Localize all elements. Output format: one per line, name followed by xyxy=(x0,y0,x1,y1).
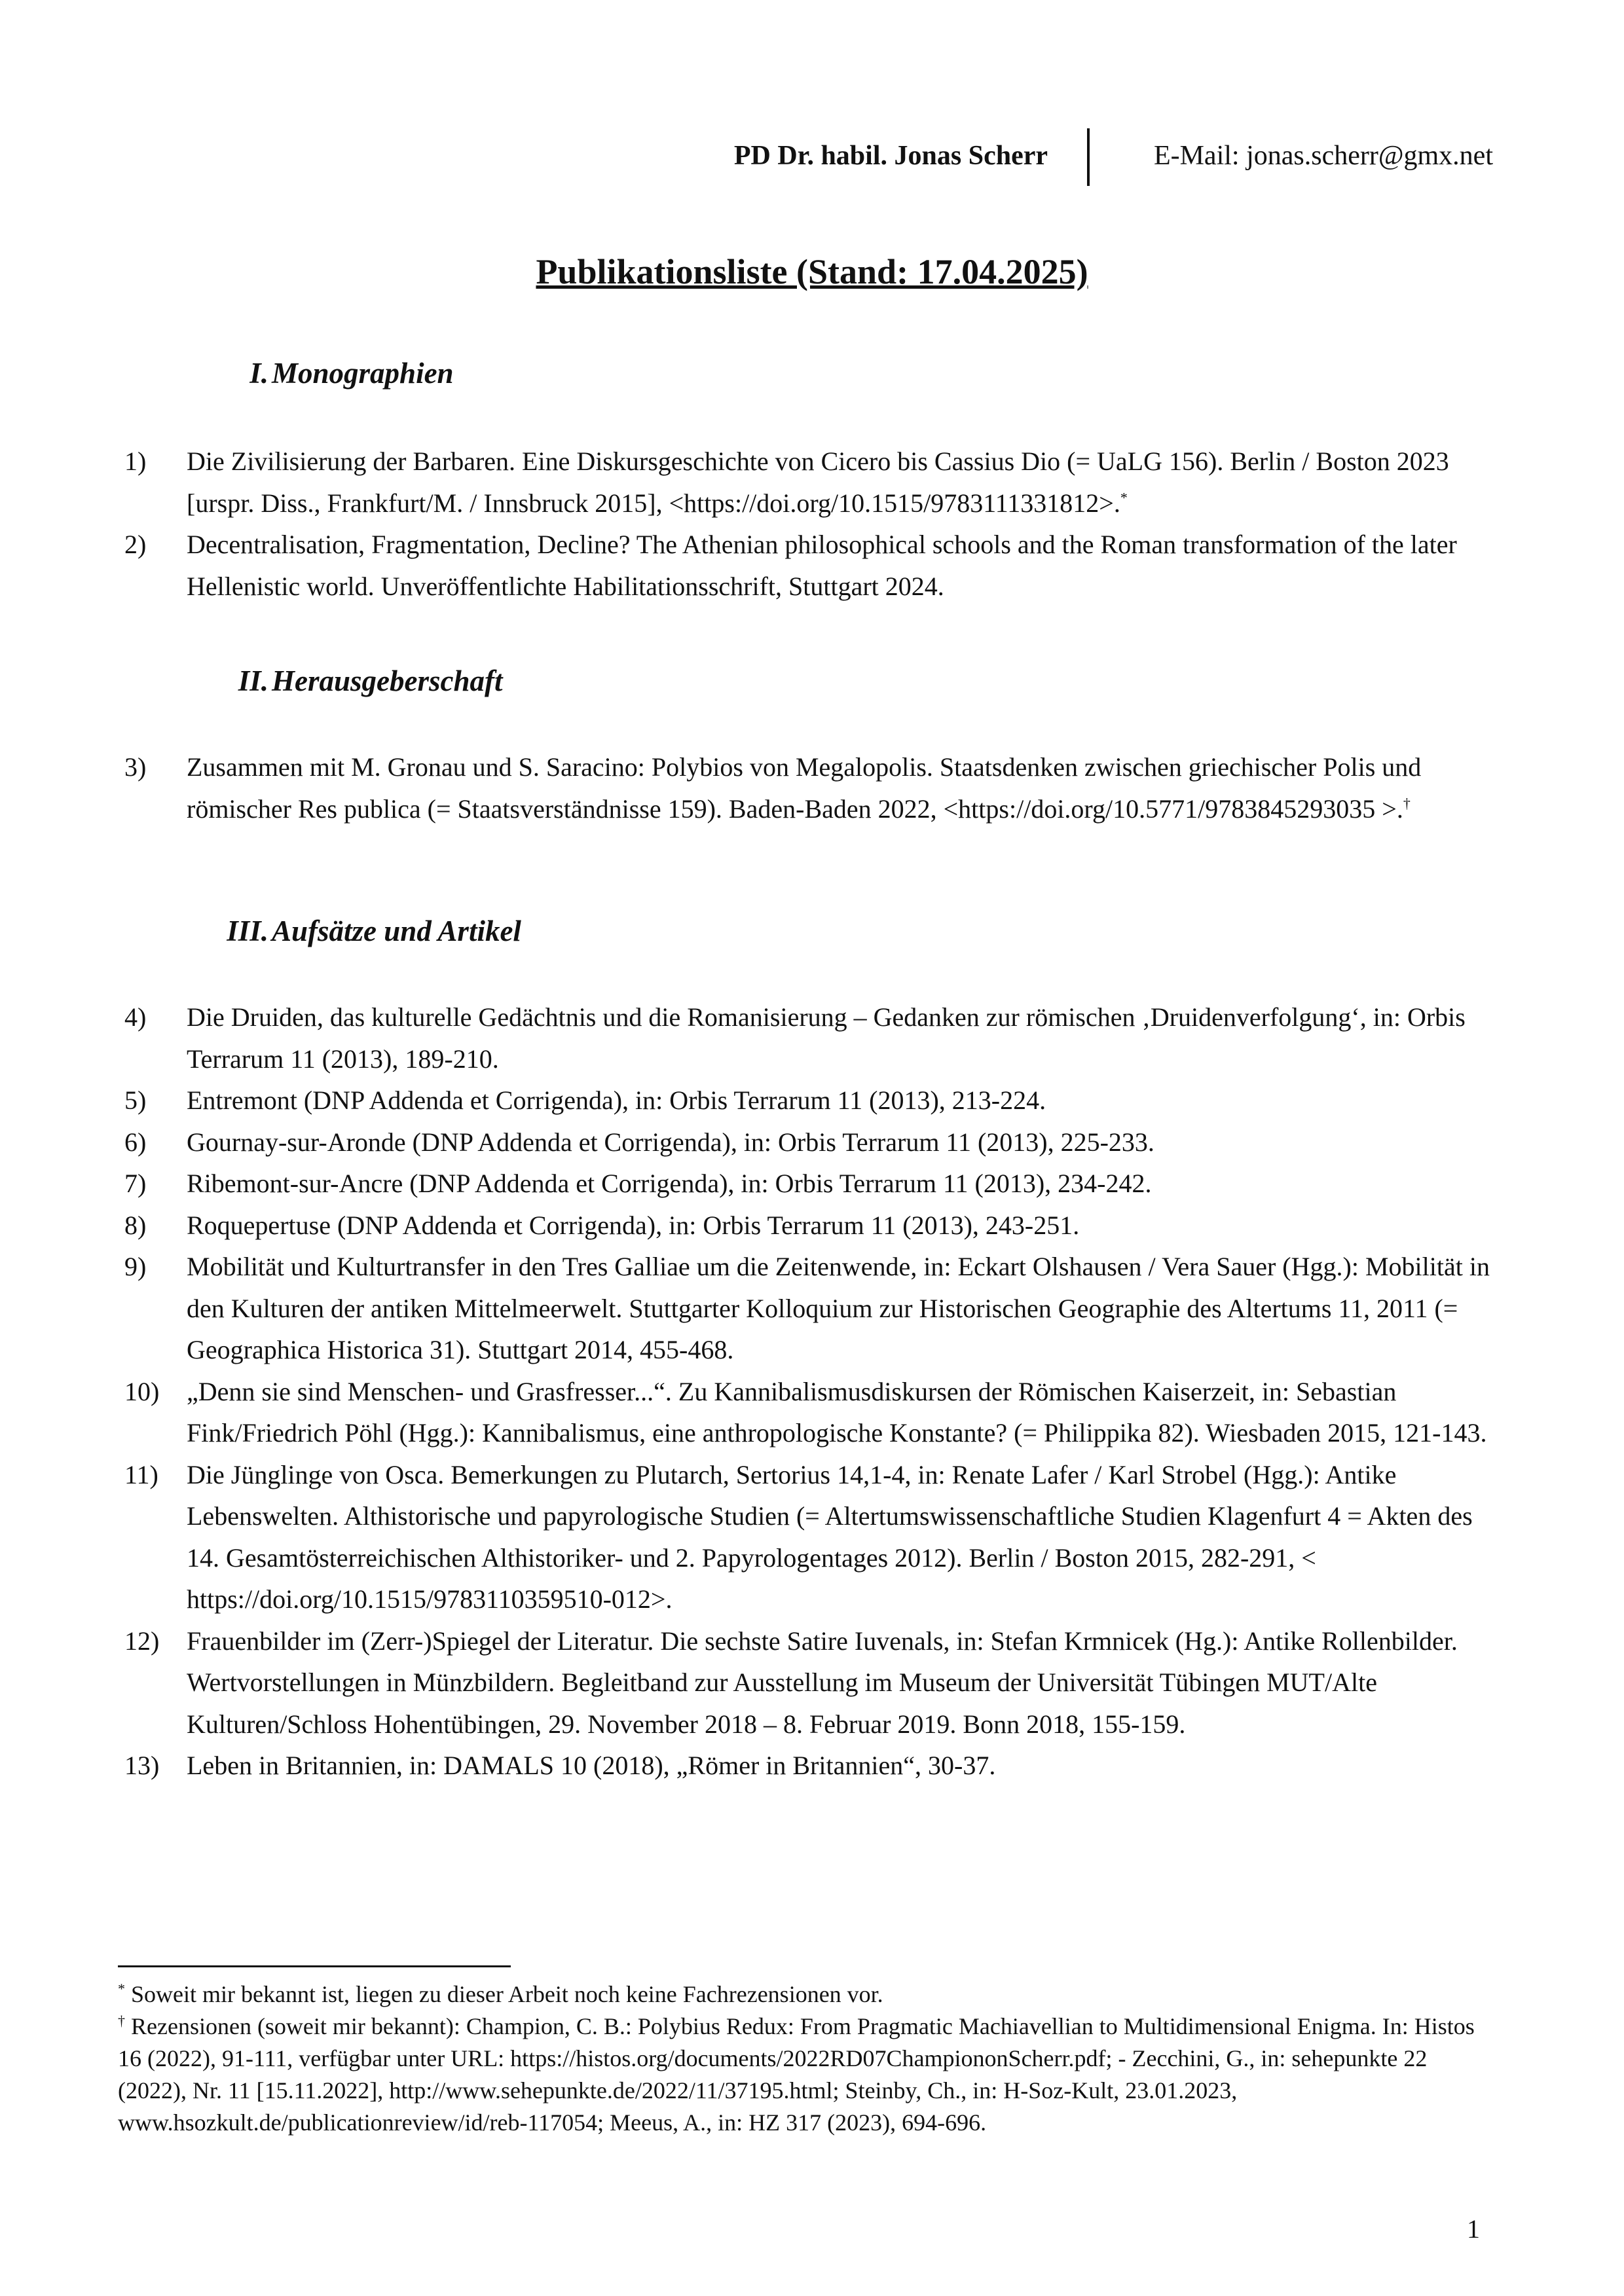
entry-text: Decentralisation, Fragmentation, Decline? The Athenian philosophical schools and the Roman transformation of the later Hellenistic world. Unveröffentlichte Habilitationsschrift, Stuttgart 2024. xyxy=(187,530,1457,601)
section-title: Monographien xyxy=(272,357,454,390)
author-email: E-Mail: jonas.scherr@gmx.net xyxy=(1153,141,1493,171)
footnote-marker: † xyxy=(118,2013,125,2029)
entry-number: 9) xyxy=(124,1252,147,1281)
list-item xyxy=(0,1080,1493,1121)
page-title: Publikationsliste (Stand: 17.04.2025) xyxy=(536,252,1088,291)
footnote-marker: * xyxy=(118,1980,125,1997)
section-title: Herausgeberschaft xyxy=(272,665,503,697)
header-divider xyxy=(1087,128,1090,186)
entry-number: 3) xyxy=(124,752,147,782)
entry-text: Zusammen mit M. Gronau und S. Saracino: Polybios von Megalopolis. Staatsdenken zwischen griechischer Polis und römischer Res publica (= Staatsverständnisse 159). Baden-Baden 2022, <https://doi.org/10.5771/9783845293035 >.† xyxy=(187,752,1422,824)
entry-text: Ribemont-sur-Ancre (DNP Addenda et Corrigenda), in: Orbis Terrarum 11 (2013), 234-242. xyxy=(187,1169,1152,1198)
entry-text: „Denn sie sind Menschen- und Grasfresser...“. Zu Kannibalismusdiskursen der Römischen Kaiserzeit, in: Sebastian Fink/Friedrich Pöhl (Hgg.): Kannibalismus, eine anthropologische Konstante? (= Philippika 82). Wiesbaden 2015, 121-143. xyxy=(187,1376,1487,1448)
herausgeberschaft-list xyxy=(0,746,1624,829)
footnote: * Soweit mir bekannt ist, liegen zu dieser Arbeit noch keine Fachrezensionen vor. xyxy=(118,1980,883,2007)
entry-number: 10) xyxy=(124,1376,160,1406)
list-item xyxy=(0,1205,1493,1247)
footnote: † Rezensionen (soweit mir bekannt): Champion, C. B.: Polybius Redux: From Pragmatic Machiavellian to Multidimensional Enigma. In: Histos 16 (2022), 91-111, verfügbar unter URL: https://histos.org/documents/2022RD07ChampiononScherr.pdf; - Zecchini, G., in: sehepunkte 22 (2022), Nr. 11 [15.11.2022], http://www.sehepunkte.de/2022/11/37195.html; Steinby, Ch., in: H-Soz-Kult, 23.01.2023, www.hsozkult.de/publicationreview/id/reb-117054; Meeus, A., in: HZ 317 (2023), 694-696. xyxy=(118,2013,1475,2136)
list-item xyxy=(0,524,1493,607)
section-numeral: I. xyxy=(249,357,268,390)
section-title: Aufsätze und Artikel xyxy=(272,915,521,947)
list-item xyxy=(0,1246,1493,1371)
list-item xyxy=(0,1163,1493,1205)
list-item xyxy=(0,1121,1493,1163)
entry-text: Roquepertuse (DNP Addenda et Corrigenda), in: Orbis Terrarum 11 (2013), 243-251. xyxy=(187,1210,1080,1240)
entry-number: 13) xyxy=(124,1751,160,1780)
entry-text: Die Jünglinge von Osca. Bemerkungen zu Plutarch, Sertorius 14,1-4, in: Renate Lafer / Karl Strobel (Hgg.): Antike Lebenswelten. Althistorische und papyrologische Studien (= Altertumswissenschaftliche Studien Klagenfurt 4 = Akten des 14. Gesamtösterreichischen Althistoriker- und 2. Papyrologentages 2012). Berlin / Boston 2015, 282-291, < https://doi.org/10.1515/9783110359510-012>. xyxy=(187,1459,1473,1614)
page-number: 1 xyxy=(1467,2214,1480,2244)
footnotes xyxy=(118,1978,1493,2139)
list-item xyxy=(0,1371,1493,1454)
list-item xyxy=(0,1454,1493,1620)
footnote-separator xyxy=(118,1965,511,1967)
section-numeral: II. xyxy=(238,665,268,697)
entry-text: Die Zivilisierung der Barbaren. Eine Diskursgeschichte von Cicero bis Cassius Dio (= UaLG 156). Berlin / Boston 2023 [urspr. Diss., Frankfurt/M. / Innsbruck 2015], <https://doi.org/10.1515/9783111331812>.* xyxy=(187,446,1449,518)
entry-number: 1) xyxy=(124,446,147,476)
author-name: PD Dr. habil. Jonas Scherr xyxy=(733,141,1048,171)
entry-text: Gournay-sur-Aronde (DNP Addenda et Corrigenda), in: Orbis Terrarum 11 (2013), 225-233. xyxy=(187,1127,1154,1157)
entry-text: Frauenbilder im (Zerr-)Spiegel der Literatur. Die sechste Satire Iuvenals, in: Stefan Krmnicek (Hg.): Antike Rollenbilder. Wertvorstellungen in Münzbildern. Begleitband zur Ausstellung im Museum der Universität Tübingen MUT/Alte Kulturen/Schloss Hohentübingen, 29. November 2018 – 8. Februar 2019. Bonn 2018, 155-159. xyxy=(187,1626,1458,1739)
entry-number: 12) xyxy=(124,1626,160,1656)
list-item xyxy=(0,746,1493,829)
entry-text: Mobilität und Kulturtransfer in den Tres Galliae um die Zeitenwende, in: Eckart Olshausen / Vera Sauer (Hgg.): Mobilität in den Kulturen der antiken Mittelmeerwelt. Stuttgarter Kolloquium zur Historischen Geographie des Altertums 11, 2011 (= Geographica Historica 31). Stuttgart 2014, 455-468. xyxy=(187,1252,1490,1364)
list-item xyxy=(0,1620,1493,1745)
entry-number: 6) xyxy=(124,1127,147,1157)
aufsaetze-list xyxy=(0,996,1624,1787)
entry-number: 5) xyxy=(124,1085,147,1115)
monographien-list xyxy=(0,441,1624,607)
entry-text: Leben in Britannien, in: DAMALS 10 (2018), „Römer in Britannien“, 30-37. xyxy=(187,1751,996,1780)
list-item xyxy=(0,441,1493,524)
entry-text: Entremont (DNP Addenda et Corrigenda), in: Orbis Terrarum 11 (2013), 213-224. xyxy=(187,1085,1046,1115)
entry-number: 4) xyxy=(124,1002,147,1032)
list-item xyxy=(0,996,1493,1080)
list-item xyxy=(0,1745,1493,1787)
entry-text: Die Druiden, das kulturelle Gedächtnis und die Romanisierung – Gedanken zur römischen ‚Druidenverfolgung‘, in: Orbis Terrarum 11 (2013), 189-210. xyxy=(187,1002,1466,1074)
entry-number: 8) xyxy=(124,1210,147,1240)
section-numeral: III. xyxy=(227,915,268,947)
entry-number: 11) xyxy=(124,1459,158,1489)
footnote-marker: † xyxy=(1403,795,1411,812)
footnote-marker: * xyxy=(1120,489,1128,506)
entry-number: 7) xyxy=(124,1169,147,1198)
entry-number: 2) xyxy=(124,530,147,559)
